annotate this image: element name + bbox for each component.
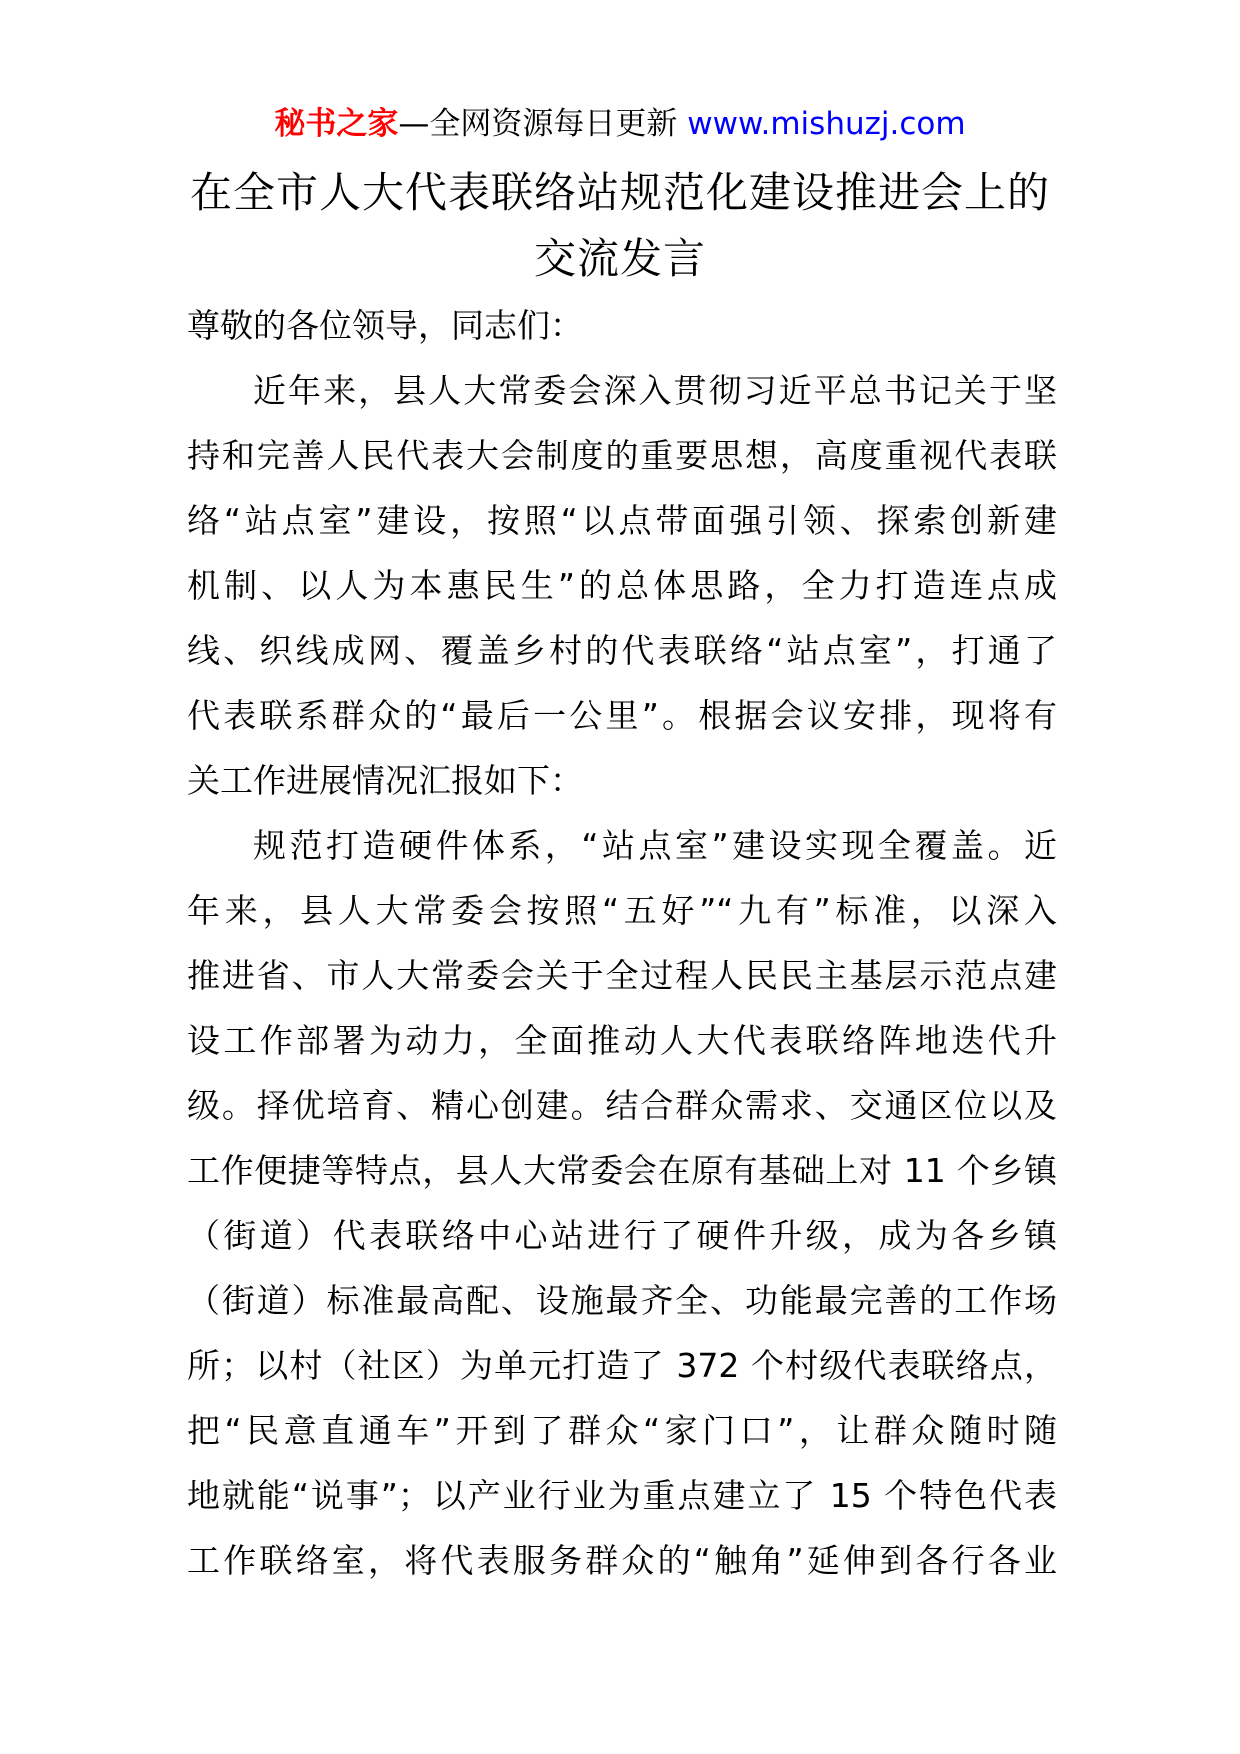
paragraph-line: 年来，县人大常委会按照“五好”“九有”标准，以深入 [187,891,1057,930]
site-slogan: —全网资源每日更新 [398,106,678,142]
paragraph-line: 工作便捷等特点，县人大常委会在原有基础上对 11 个乡镇 [187,1151,1057,1190]
title-line-1: 在全市人大代表联络站规范化建设推进会上的 [189,168,1050,217]
paragraph-line: 推进省、市人大常委会关于全过程人民民主基层示范点建 [187,956,1057,995]
paragraph-hardware-system [187,813,1057,1593]
document-title [130,160,1110,292]
site-brand: 秘书之家 [274,106,399,142]
paragraph-line: 把“民意直通车”开到了群众“家门口”，让群众随时随 [187,1411,1057,1450]
paragraph-line: （街道）代表联络中心站进行了硬件升级，成为各乡镇 [187,1216,1057,1255]
paragraph-line: 线、织线成网、覆盖乡村的代表联络“站点室”，打通了 [187,631,1057,670]
paragraph-line: 络“站点室”建设，按照“以点带面强引领、探索创新建 [187,501,1057,540]
salutation: 尊敬的各位领导，同志们： [187,306,583,345]
paragraph-line: 级。择优培育、精心创建。结合群众需求、交通区位以及 [187,1086,1057,1125]
paragraph-line: 持和完善人民代表大会制度的重要思想，高度重视代表联 [187,436,1057,475]
site-header [0,98,1240,150]
paragraph-line: 工作联络室，将代表服务群众的“触角”延伸到各行各业 [187,1541,1057,1580]
paragraph-line: 代表联系群众的“最后一公里”。根据会议安排，现将有 [187,696,1057,735]
paragraph-intro [187,358,1057,813]
paragraph-line: 关工作进展情况汇报如下： [187,761,583,800]
paragraph-line: 所；以村（社区）为单元打造了 372 个村级代表联络点， [187,1346,1057,1385]
title-line-2: 交流发言 [533,234,706,283]
paragraph-line: 机制、以人为本惠民生”的总体思路，全力打造连点成 [187,566,1057,605]
paragraph-line: 近年来，县人大常委会深入贯彻习近平总书记关于坚 [253,371,1057,410]
paragraph-line: 地就能“说事”；以产业行业为重点建立了 15 个特色代表 [187,1476,1057,1515]
paragraph-line: 规范打造硬件体系，“站点室”建设实现全覆盖。近 [253,826,1057,865]
paragraph-line: （街道）标准最高配、设施最齐全、功能最完善的工作场 [187,1281,1057,1320]
paragraph-line: 设工作部署为动力，全面推动人大代表联络阵地迭代升 [187,1021,1057,1060]
document-body [187,293,1057,1593]
site-url-link[interactable]: www.mishuzj.com [687,106,966,142]
